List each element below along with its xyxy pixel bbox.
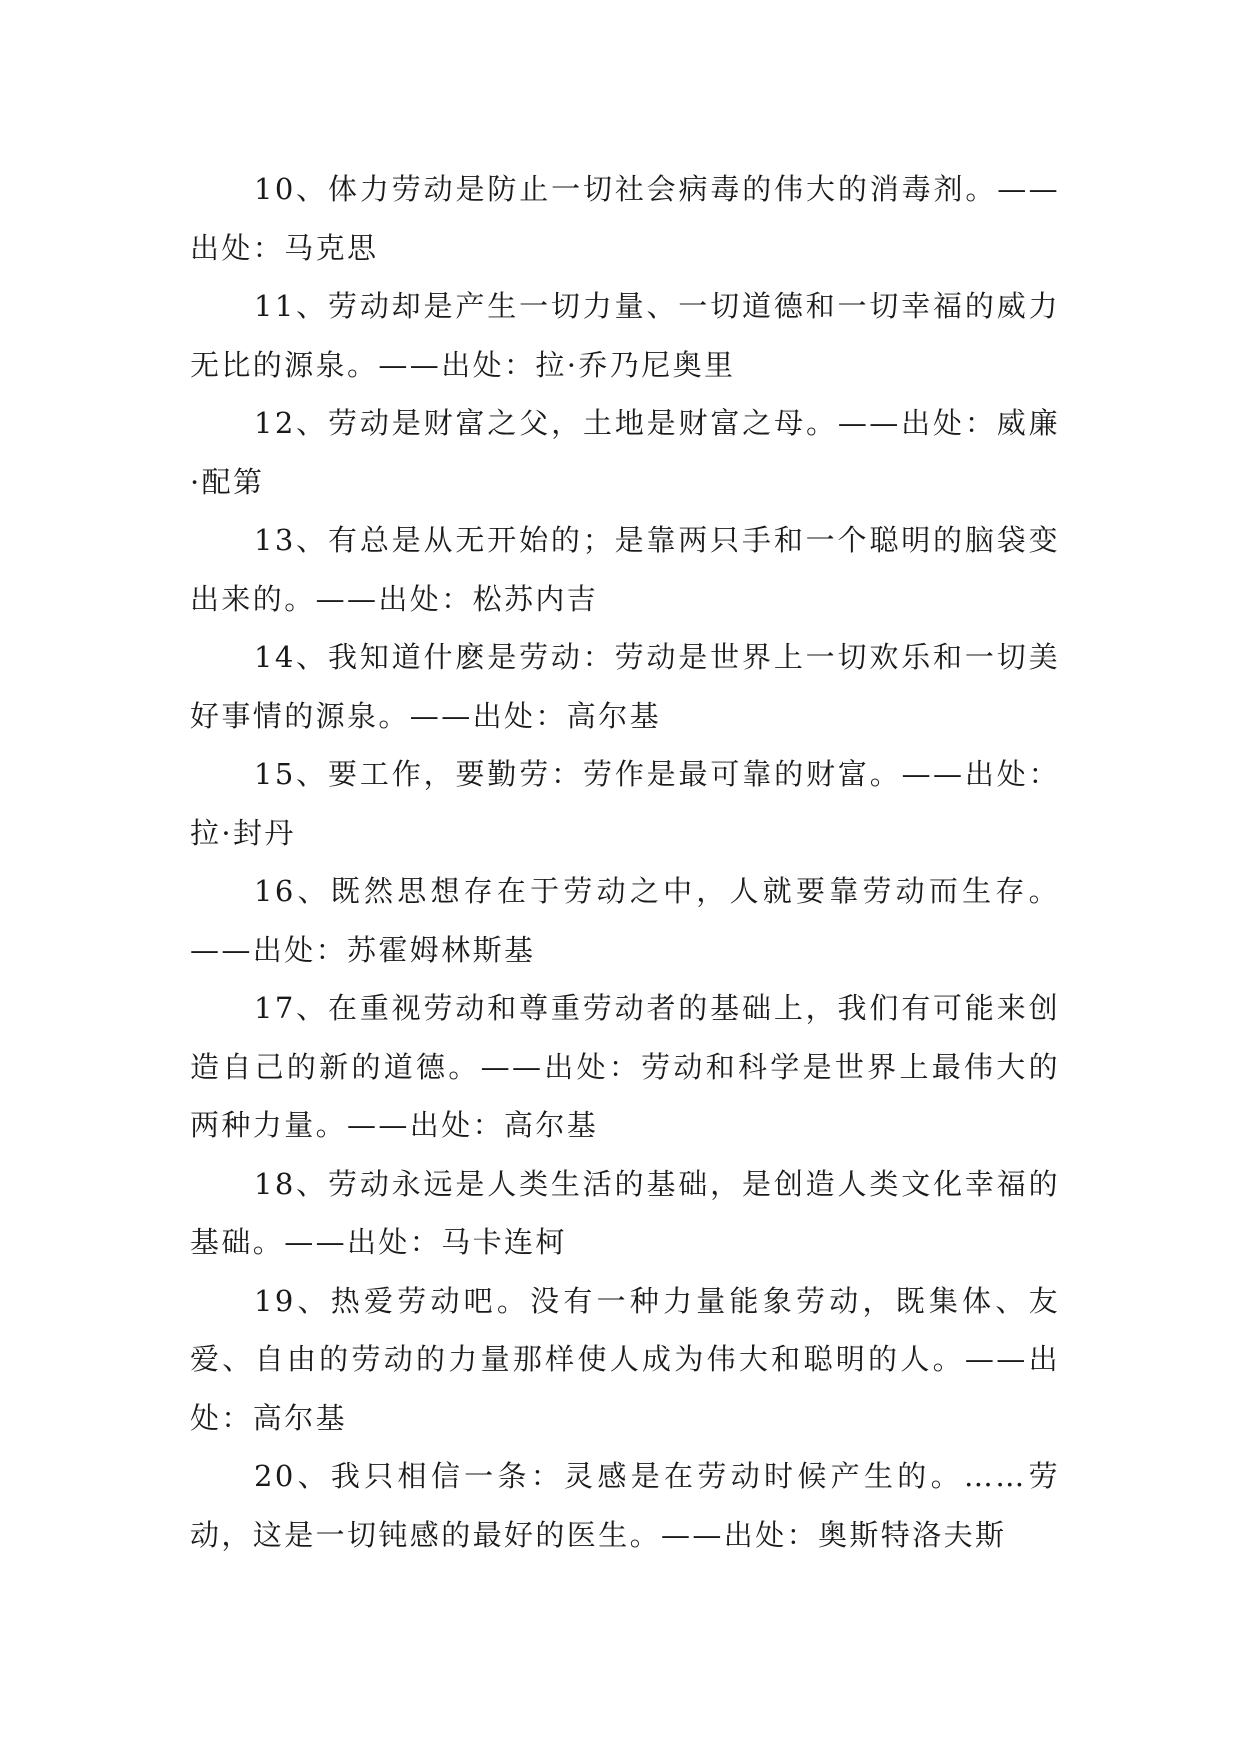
quote-paragraph-12: 12、劳动是财富之父，土地是财富之母。——出处：威廉·配第 <box>190 406 1060 499</box>
quote-paragraph-13: 13、有总是从无开始的；是靠两只手和一个聪明的脑袋变出来的。——出处：松苏内吉 <box>190 523 1060 616</box>
quote-paragraph-11: 11、劳动却是产生一切力量、一切道德和一切幸福的威力无比的源泉。——出处：拉·乔乃尼奥里 <box>190 289 1060 382</box>
quote-paragraph-20: 20、我只相信一条：灵感是在劳动时候产生的。……劳动，这是一切钝感的最好的医生。——出处：奥斯特洛夫斯 <box>190 1459 1060 1552</box>
quote-paragraph-10: 10、体力劳动是防止一切社会病毒的伟大的消毒剂。——出处：马克思 <box>190 172 1060 265</box>
quote-paragraph-18: 18、劳动永远是人类生活的基础，是创造人类文化幸福的基础。——出处：马卡连柯 <box>190 1166 1060 1259</box>
quote-list <box>190 160 1060 1564</box>
quote-paragraph-15: 15、要工作，要勤劳：劳作是最可靠的财富。——出处：拉·封丹 <box>190 757 1060 850</box>
quote-paragraph-14: 14、我知道什麽是劳动：劳动是世界上一切欢乐和一切美好事情的源泉。——出处：高尔基 <box>190 640 1060 733</box>
quote-paragraph-16: 16、既然思想存在于劳动之中，人就要靠劳动而生存。——出处：苏霍姆林斯基 <box>190 874 1060 967</box>
quote-paragraph-19: 19、热爱劳动吧。没有一种力量能象劳动，既集体、友爱、自由的劳动的力量那样使人成为伟大和聪明的人。——出处：高尔基 <box>190 1283 1060 1435</box>
quote-paragraph-17: 17、在重视劳动和尊重劳动者的基础上，我们有可能来创造自己的新的道德。——出处：劳动和科学是世界上最伟大的两种力量。——出处：高尔基 <box>190 991 1060 1142</box>
